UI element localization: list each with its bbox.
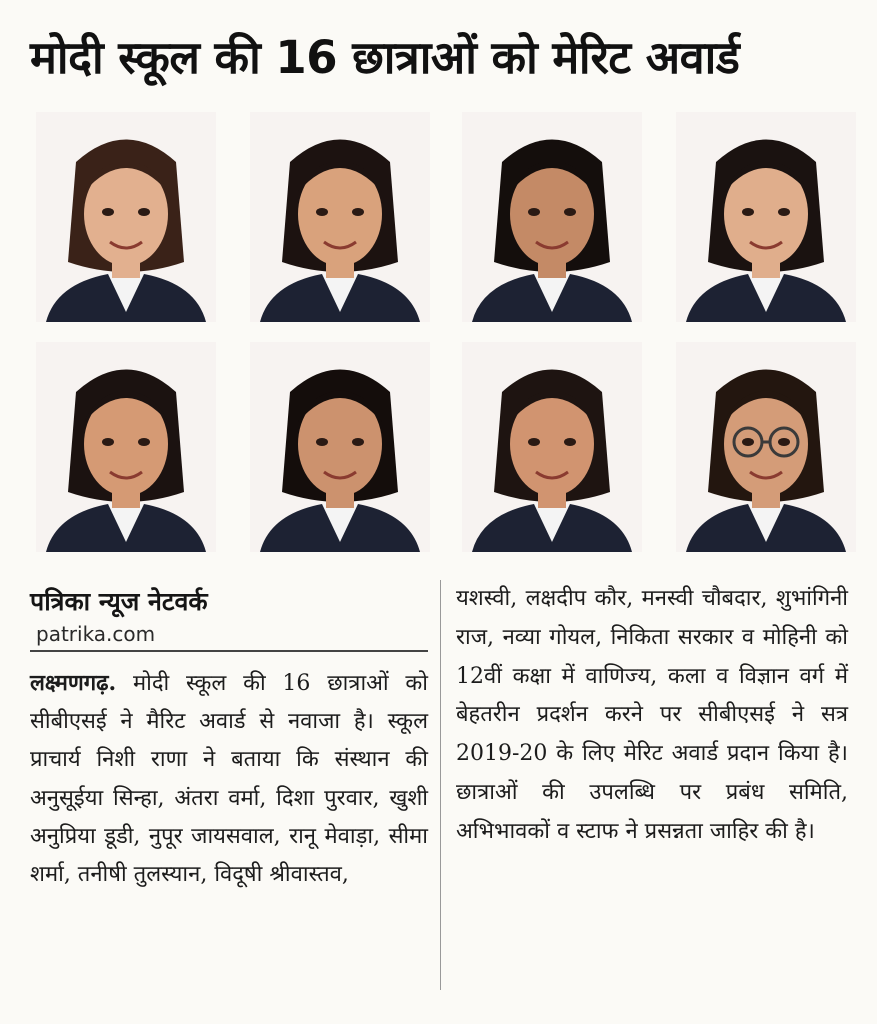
article-left-column (30, 664, 428, 894)
website: patrika.com (36, 622, 156, 646)
article-left-text: मोदी स्कूल की 16 छात्राओं को सीबीएसई ने मैरिट अवार्ड से नवाजा है। स्कूल प्राचार्य निशी राणा ने बताया कि संस्थान की अनुसूईया सिन्हा, अंतरा वर्मा, दिशा पुरवार, खुशी अनुप्रिया डूडी, नुपूर जायसवाल, रानू मेवाड़ा, सीमा शर्मा, तनीषी तुलस्यान, विदूषी श्रीवास्तव, (30, 671, 428, 888)
byline-rule (30, 650, 428, 652)
student-photo-8 (676, 342, 856, 552)
column-divider (440, 580, 441, 990)
student-photo-4 (676, 112, 856, 322)
article-right-column: यशस्वी, लक्षदीप कौर, मनस्वी चौबदार, शुभांगिनी राज, नव्या गोयल, निकिता सरकार व मोहिनी को 12वीं कक्षा में वाणिज्य, कला व विज्ञान वर्ग में बेहतरीन प्रदर्शन करने पर सीबीएसई ने सत्र 2019-20 के लिए मेरिट अवार्ड प्रदान किया है। छात्राओं की उपलब्धि पर प्रबंध समिति, अभिभावकों व स्टाफ ने प्रसन्नता जाहिर की है। (456, 586, 848, 844)
student-photo-6 (250, 342, 430, 552)
student-photo-1 (36, 112, 216, 322)
student-photo-2 (250, 112, 430, 322)
student-photo-5 (36, 342, 216, 552)
byline: पत्रिका न्यूज नेटवर्क (30, 587, 208, 616)
student-photo-3 (462, 112, 642, 322)
dateline: लक्ष्मणगढ़. (30, 670, 117, 696)
headline: मोदी स्कूल की 16 छात्राओं को मेरिट अवार्ड (30, 31, 740, 84)
student-photo-7 (462, 342, 642, 552)
